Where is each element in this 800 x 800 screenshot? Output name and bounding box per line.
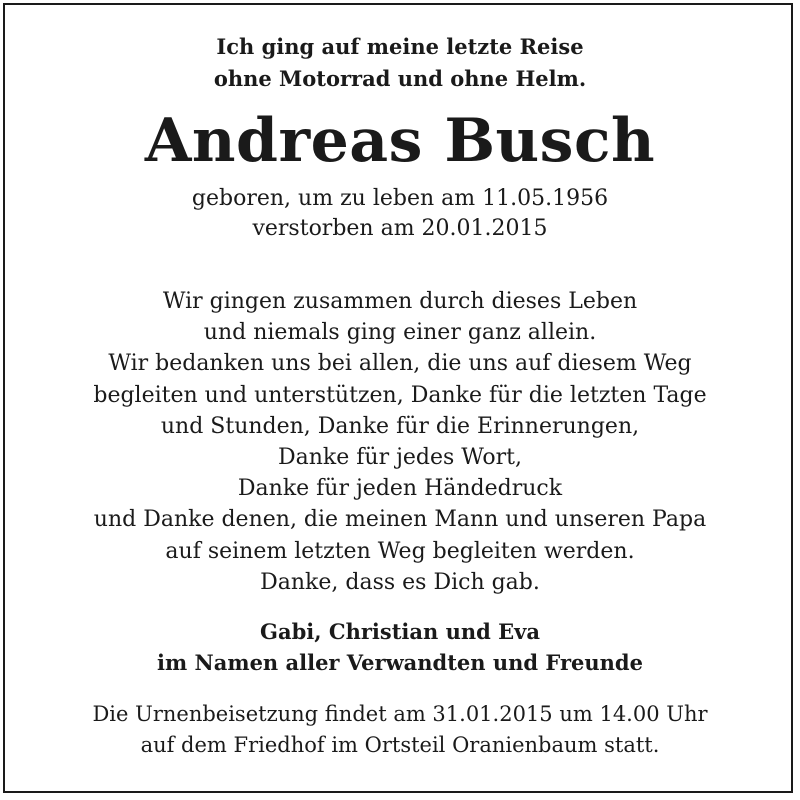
message-line: begleiten und unterstützen, Danke für die letzten Tage	[93, 383, 707, 408]
message-line: und Stunden, Danke für die Erinnerungen,	[160, 414, 640, 439]
signature-relatives: im Namen aller Verwandten und Freunde	[157, 650, 643, 675]
signature-names: Gabi, Christian und Eva	[260, 619, 540, 644]
deceased-name: Andreas Busch	[144, 106, 656, 176]
message-line: Danke, dass es Dich gab.	[260, 570, 540, 595]
message-line: und niemals ging einer ganz allein.	[203, 320, 597, 345]
message-line: Wir bedanken uns bei allen, die uns auf diesem Weg	[108, 351, 692, 376]
message-line: und Danke denen, die meinen Mann und unseren Papa	[93, 507, 707, 532]
birth-date-line: geboren, um zu leben am 11.05.1956	[191, 186, 609, 211]
death-date-line: verstorben am 20.01.2015	[252, 216, 548, 241]
message-line: Wir gingen zusammen durch dieses Leben	[162, 289, 638, 314]
motto-line-2: ohne Motorrad und ohne Helm.	[213, 66, 587, 91]
burial-notice-line-1: Die Urnenbeisetzung findet am 31.01.2015 um 14.00 Uhr	[92, 702, 708, 726]
burial-notice-line-2: auf dem Friedhof im Ortsteil Oranienbaum statt.	[140, 733, 660, 757]
motto-line-1: Ich ging auf meine letzte Reise	[216, 34, 584, 59]
message-line: Danke für jeden Händedruck	[237, 476, 563, 501]
message-line: Danke für jedes Wort,	[277, 445, 523, 470]
message-line: auf seinem letzten Weg begleiten werden.	[165, 539, 635, 564]
